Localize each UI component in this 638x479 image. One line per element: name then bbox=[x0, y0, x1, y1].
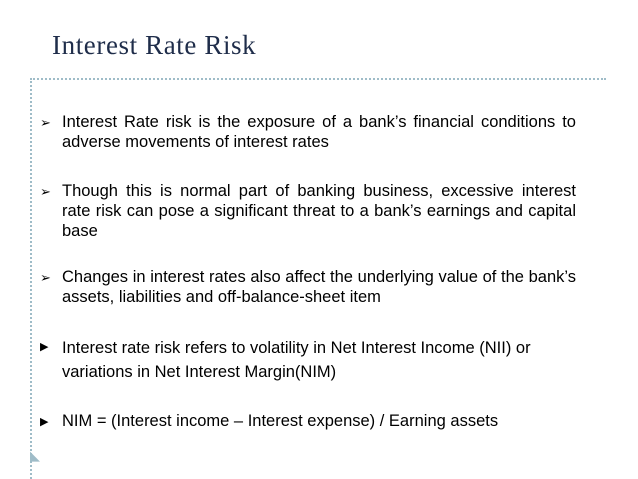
bullet-text: Though this is normal part of banking business, excessive interest rate risk can pose a significant threat to a bank’s earnings and capital base bbox=[62, 182, 576, 240]
arrowhead-bullet-icon: ➢ bbox=[40, 270, 51, 285]
title-divider bbox=[30, 78, 606, 80]
slide-title: Interest Rate Risk bbox=[52, 30, 257, 60]
triangle-bullet-icon: ▶ bbox=[40, 341, 49, 353]
bullet-text: Interest rate risk refers to volatility in Net Interest Income (NII) or variations in Net Interest Margin(NIM) bbox=[62, 339, 531, 381]
corner-triangle-icon: ◣ bbox=[30, 448, 40, 463]
bullet-text: Interest Rate risk is the exposure of a bank’s financial conditions to adverse movements of interest rates bbox=[62, 113, 576, 151]
bullet-text: Changes in interest rates also affect the underlying value of the bank’s assets, liabilities and off-balance-sheet item bbox=[62, 268, 576, 306]
left-divider bbox=[30, 78, 32, 479]
arrowhead-bullet-icon: ➢ bbox=[40, 184, 51, 199]
arrowhead-bullet-icon: ➢ bbox=[40, 115, 51, 130]
triangle-bullet-icon: ▶ bbox=[40, 416, 49, 428]
bullet-text: NIM = (Interest income – Interest expense) / Earning assets bbox=[62, 412, 499, 430]
